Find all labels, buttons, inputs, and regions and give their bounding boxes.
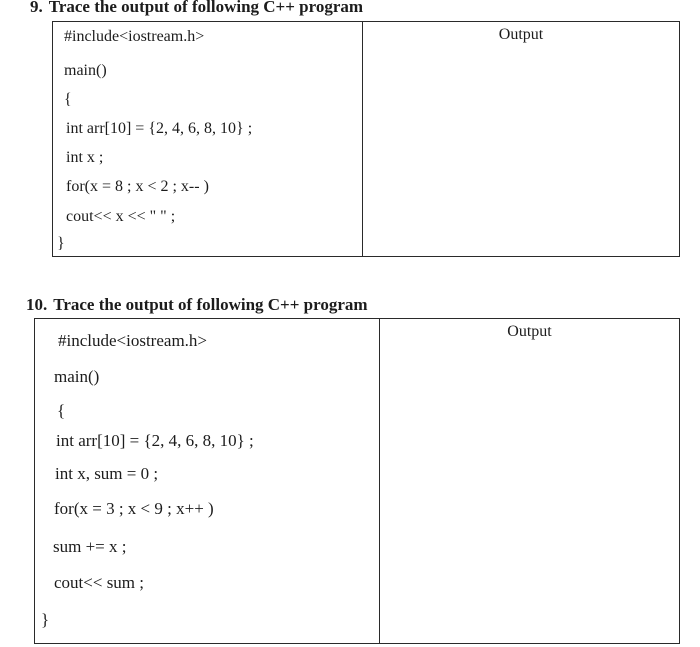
question-number: 9. xyxy=(30,0,43,16)
code-line: #include<iostream.h> xyxy=(58,331,207,350)
question-9-table xyxy=(52,21,680,257)
code-line: main() xyxy=(64,62,107,79)
code-line: { xyxy=(64,91,72,108)
question-10-title xyxy=(26,295,368,315)
output-cell xyxy=(380,319,679,643)
question-number: 10. xyxy=(26,295,48,314)
code-line: { xyxy=(57,401,66,420)
code-line: for(x = 8 ; x < 2 ; x-- ) xyxy=(66,178,209,195)
question-9-title xyxy=(30,0,363,17)
code-line: } xyxy=(41,610,50,629)
output-label: Output xyxy=(507,323,552,340)
question-text: Trace the output of following C++ program xyxy=(48,0,364,16)
code-line: cout<< sum ; xyxy=(54,573,145,592)
code-line: main() xyxy=(54,367,100,386)
question-10-table xyxy=(34,318,680,644)
code-line: int arr[10] = {2, 4, 6, 8, 10} ; xyxy=(66,120,253,137)
code-line: int x, sum = 0 ; xyxy=(55,464,159,483)
output-label: Output xyxy=(498,26,544,43)
code-line: for(x = 3 ; x < 9 ; x++ ) xyxy=(54,499,214,518)
code-line: } xyxy=(57,235,65,252)
code-cell xyxy=(53,22,363,256)
question-text: Trace the output of following C++ program xyxy=(53,295,368,314)
code-line: int arr[10] = {2, 4, 6, 8, 10} ; xyxy=(56,431,254,450)
code-line: #include<iostream.h> xyxy=(64,28,205,45)
output-cell xyxy=(363,22,679,256)
code-cell xyxy=(35,319,380,643)
code-line: cout<< x << " " ; xyxy=(66,208,176,225)
code-line: int x ; xyxy=(66,149,104,166)
code-line: sum += x ; xyxy=(53,537,127,556)
